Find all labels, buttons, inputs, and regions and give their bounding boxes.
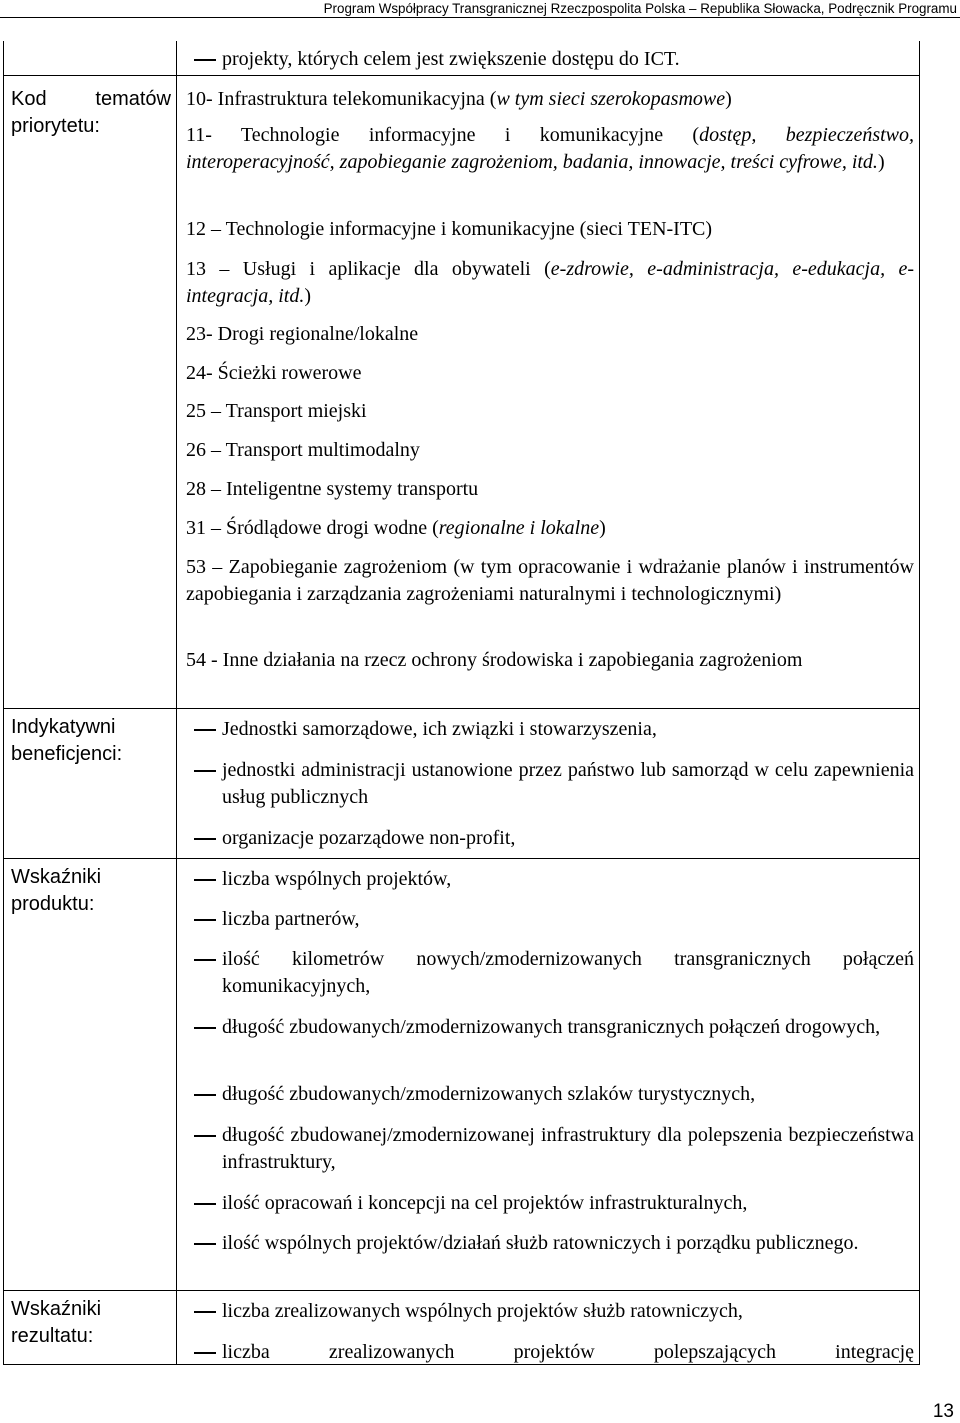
label-product-line2: produktu: (11, 893, 95, 915)
beneficiary-item: jednostki administracji ustanowione przez państwo lub samorząd w celu zapewnienia usług publicznych (186, 757, 914, 811)
label-beneficiaries (11, 714, 171, 768)
list-item-top-bullet (186, 46, 914, 73)
product-indicator-item: długość zbudowanych/zmodernizowanych transgranicznych połączeń drogowych, (186, 1014, 914, 1041)
running-title: Program Współpracy Transgranicznej Rzeczpospolita Polska – Republika Słowacka, Podręcznik Programu (323, 1, 957, 16)
table-border-right (919, 41, 920, 1365)
product-indicator-item: liczba wspólnych projektów, (186, 866, 914, 893)
label-product-line1: Wskaźniki (11, 866, 102, 888)
code-item-12: 12 – Technologie informacyjne i komunikacyjne (sieci TEN-ITC) (186, 218, 713, 240)
dash-bullet-icon (194, 838, 216, 840)
label-result-indicators (11, 1296, 171, 1350)
label-beneficiaries-line2: beneficjenci: (11, 743, 123, 765)
product-indicator-item: długość zbudowanej/zmodernizowanej infrastruktury dla polepszenia bezpieczeństwa infrastruktury, (186, 1122, 914, 1176)
dash-bullet-icon (194, 59, 216, 61)
label-priority-codes (11, 86, 171, 140)
beneficiary-item: Jednostki samorządowe, ich związki i stowarzyszenia, (186, 716, 914, 743)
page-number: 13 (932, 1401, 954, 1422)
list-item-text: projekty, których celem jest zwiększenie dostępu do ICT. (222, 48, 680, 70)
dash-bullet-icon (194, 879, 216, 881)
code-item-31: 31 – Śródlądowe drogi wodne (regionalne i lokalne) (186, 517, 606, 539)
dash-bullet-icon (194, 1094, 216, 1096)
dash-bullet-icon (194, 1352, 216, 1354)
row-divider-codes (3, 75, 920, 76)
code-item-26: 26 – Transport multimodalny (186, 439, 420, 461)
code-item-23: 23- Drogi regionalne/lokalne (186, 323, 419, 345)
label-priority-codes-word3: priorytetu: (11, 115, 100, 137)
dash-bullet-icon (194, 919, 216, 921)
table-border-left (3, 41, 4, 1365)
code-item-24: 24- Ścieżki rowerowe (186, 362, 362, 384)
code-item-54: 54 - Inne działania na rzecz ochrony środowiska i zapobiegania zagrożeniom (186, 649, 803, 671)
label-beneficiaries-line1: Indykatywni (11, 716, 116, 738)
result-indicator-item: liczba zrealizowanych wspólnych projektów służb ratowniczych, (186, 1298, 914, 1325)
code-item-25: 25 – Transport miejski (186, 400, 367, 422)
dash-bullet-icon (194, 1027, 216, 1029)
label-priority-codes-word2: tematów (95, 88, 171, 110)
product-indicator-item: liczba partnerów, (186, 906, 914, 933)
code-item-28: 28 – Inteligentne systemy transportu (186, 478, 479, 500)
code-item-11: 11- Technologie informacyjne i komunikacyjne (dostęp, bezpieczeństwo, interoperacyjność, zapobieganie zagrożeniom, badania, innowacje, treści cyfrowe, itd.) (186, 124, 915, 173)
product-indicator-item: długość zbudowanych/zmodernizowanych szlaków turystycznych, (186, 1081, 914, 1108)
dash-bullet-icon (194, 1243, 216, 1245)
dash-bullet-icon (194, 770, 216, 772)
code-item-10: 10- Infrastruktura telekomunikacyjna (w tym sieci szerokopasmowe) (186, 88, 732, 110)
table-column-divider (176, 41, 177, 1365)
dash-bullet-icon (194, 959, 216, 961)
label-product-indicators (11, 864, 171, 918)
label-priority-codes-word1: Kod (11, 88, 47, 110)
product-indicator-item: ilość wspólnych projektów/działań służb ratowniczych i porządku publicznego. (186, 1230, 914, 1257)
product-indicator-item: ilość kilometrów nowych/zmodernizowanych transgranicznych połączeń komunikacyjnych, (186, 946, 914, 1000)
row-divider-beneficiaries (3, 708, 920, 709)
code-item-53: 53 – Zapobieganie zagrożeniom (w tym opracowanie i wdrażanie planów i instrumentów zapobiegania i zarządzania zagrożeniami naturalnymi i technologicznymi) (186, 556, 914, 605)
label-result-line2: rezultatu: (11, 1325, 94, 1347)
row-divider-result (3, 1290, 920, 1291)
dash-bullet-icon (194, 729, 216, 731)
beneficiary-item: organizacje pozarządowe non-profit, (186, 825, 914, 852)
running-header (0, 0, 960, 18)
label-result-line1: Wskaźniki (11, 1298, 102, 1320)
dash-bullet-icon (194, 1203, 216, 1205)
dash-bullet-icon (194, 1135, 216, 1137)
dash-bullet-icon (194, 1311, 216, 1313)
result-indicator-item: liczba zrealizowanych projektów polepszających integrację (186, 1339, 914, 1366)
product-indicator-item: ilość opracowań i koncepcji na cel projektów infrastrukturalnych, (186, 1190, 914, 1217)
code-item-13: 13 – Usługi i aplikacje dla obywateli (e-zdrowie, e-administracja, e-edukacja, e-integracja, itd.) (186, 258, 914, 307)
row-divider-product (3, 858, 920, 859)
